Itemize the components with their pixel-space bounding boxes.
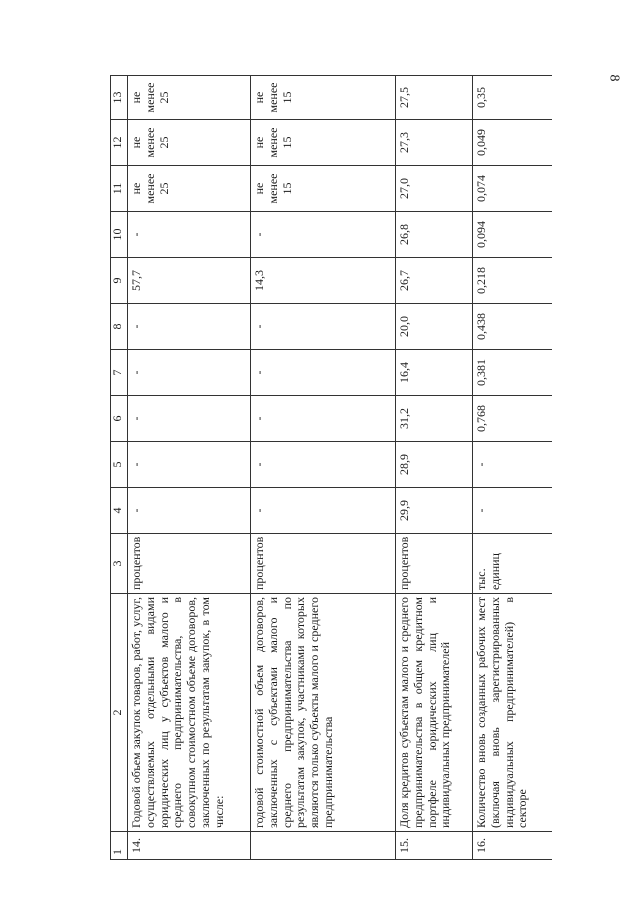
table-row <box>251 76 396 860</box>
unit-cell: процентов <box>396 534 473 594</box>
value-cell: 0,218 <box>473 258 553 304</box>
header-row <box>111 76 128 860</box>
row-number: 15. <box>396 832 473 860</box>
unit-cell: процентов <box>251 534 396 594</box>
column-header: 6 <box>111 396 128 442</box>
row-number: 16. <box>473 832 553 860</box>
row-number: 14. <box>128 832 251 860</box>
value-cell: не менее 15 <box>251 76 396 120</box>
value-cell: 0,074 <box>473 166 553 212</box>
rotated-table-container <box>110 80 530 860</box>
value-cell: 0,381 <box>473 350 553 396</box>
page-number: 8 <box>606 74 622 82</box>
value-cell: - <box>128 304 251 350</box>
value-cell: 27,5 <box>396 76 473 120</box>
value-cell: 31,2 <box>396 396 473 442</box>
column-header: 3 <box>111 534 128 594</box>
indicator-name: Годовой объем закупок товаров, работ, услуг, осуществляемых отдельными видами юридических лиц у субъектов малого и среднего предпринимательства, в совокупном стоимостном объеме договоров, заключенных по результатам закупок, в том числе: <box>128 594 251 832</box>
value-cell: 0,35 <box>473 76 553 120</box>
value-cell: не менее 15 <box>251 120 396 166</box>
value-cell: 28,9 <box>396 442 473 488</box>
table-row <box>396 76 473 860</box>
value-cell: не менее 25 <box>128 166 251 212</box>
value-cell: - <box>251 488 396 534</box>
value-cell: 26,7 <box>396 258 473 304</box>
value-cell: 29,9 <box>396 488 473 534</box>
value-cell: - <box>128 442 251 488</box>
value-cell: - <box>473 442 553 488</box>
column-header: 12 <box>111 120 128 166</box>
table-row <box>473 76 553 860</box>
column-header: 8 <box>111 304 128 350</box>
value-cell: не менее 25 <box>128 120 251 166</box>
row-number <box>251 832 396 860</box>
value-cell: 27,3 <box>396 120 473 166</box>
value-cell: 0,438 <box>473 304 553 350</box>
value-cell: 0,768 <box>473 396 553 442</box>
column-header: 4 <box>111 488 128 534</box>
column-header: 1 <box>111 832 128 860</box>
indicators-table <box>110 75 552 860</box>
value-cell: - <box>473 488 553 534</box>
column-header: 7 <box>111 350 128 396</box>
value-cell: 0,049 <box>473 120 553 166</box>
value-cell: - <box>251 396 396 442</box>
value-cell: - <box>251 442 396 488</box>
unit-cell: процентов <box>128 534 251 594</box>
column-header: 10 <box>111 212 128 258</box>
value-cell: 16,4 <box>396 350 473 396</box>
column-header: 9 <box>111 258 128 304</box>
indicator-name: Доля кредитов субъектам малого и среднего предпринимательства в общем кредитном портфеле юридических лиц и индивидуальных предпринимателей <box>396 594 473 832</box>
value-cell: 0,094 <box>473 212 553 258</box>
value-cell: - <box>251 350 396 396</box>
value-cell: - <box>128 212 251 258</box>
value-cell: - <box>128 350 251 396</box>
unit-cell: тыс. единиц <box>473 534 553 594</box>
value-cell: 57,7 <box>128 258 251 304</box>
value-cell: - <box>128 488 251 534</box>
value-cell: - <box>251 212 396 258</box>
value-cell: 26,8 <box>396 212 473 258</box>
column-header: 2 <box>111 594 128 832</box>
value-cell: - <box>128 396 251 442</box>
column-header: 13 <box>111 76 128 120</box>
indicator-name: годовой стоимостной объем договоров, заключенных с субъектами малого и среднего предпринимательства по результатам закупок, участниками которых являются только субъекты малого и среднего предпринимательства <box>251 594 396 832</box>
column-header: 5 <box>111 442 128 488</box>
value-cell: 20,0 <box>396 304 473 350</box>
column-header: 11 <box>111 166 128 212</box>
value-cell: 14,3 <box>251 258 396 304</box>
table-row <box>128 76 251 860</box>
value-cell: не менее 15 <box>251 166 396 212</box>
value-cell: - <box>251 304 396 350</box>
value-cell: не менее 25 <box>128 76 251 120</box>
value-cell: 27,0 <box>396 166 473 212</box>
indicator-name: Количество вновь созданных рабочих мест (включая вновь зарегистрированных индивидуальных предпринимателей) в секторе <box>473 594 553 832</box>
